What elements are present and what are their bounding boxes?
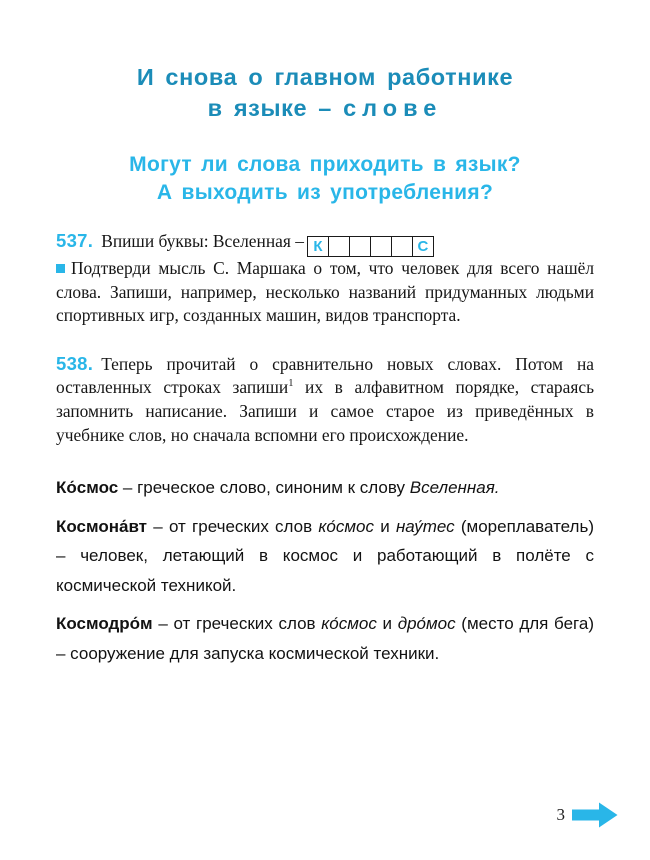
definitions-list: [56, 473, 594, 668]
square-bullet-icon: [56, 264, 65, 273]
letter-cell[interactable]: [329, 237, 350, 256]
definition-body-3: (мореплаватель) – человек, летающий в космос и работающий в полёте с космической техникой.: [56, 516, 594, 595]
page-number: 3: [556, 805, 565, 824]
definition-italic-1: ко́смос: [318, 516, 374, 536]
definition-italic-2: дро́мос: [397, 614, 456, 634]
letter-cell[interactable]: С: [417, 238, 429, 255]
definition-body-2: и: [373, 516, 396, 536]
definition-body-1: от греческих слов: [168, 516, 319, 536]
exercise-538-text-before-note: Теперь прочитай о сравнительно новых словах. Потом на оставленных строках запиши: [56, 353, 594, 398]
exercise-537-prompt: Впиши буквы: Вселенная –: [101, 231, 304, 251]
definition-body-1: греческое слово, синоним к слову: [137, 478, 410, 498]
page-title-line-2-spaced: слове: [343, 95, 443, 121]
exercise-537-prompt-line: [56, 229, 594, 257]
definition-dash: –: [152, 614, 174, 634]
definition-headword: Ко́смос: [56, 478, 119, 498]
exercise-537: [56, 229, 594, 328]
definition-italic-1: ко́смос: [321, 614, 377, 634]
footnote-marker: 1: [288, 378, 294, 390]
exercise-537-bullet-text: Подтверди мысль С. Маршака о том, что человек для всего нашёл слова. Запиши, например, несколько названий придуманных людьми спортивных игр, созданных машин, видов транспорта.: [56, 258, 594, 326]
definition-body-3: (место для бега) – сооружение для запуска космической техники.: [56, 614, 594, 663]
exercise-537-bullet-paragraph: [56, 257, 594, 328]
exercise-538-paragraph: [56, 352, 594, 447]
definition-dash: –: [147, 516, 169, 536]
page-title: [56, 0, 594, 124]
definition-body-2: и: [376, 614, 398, 634]
exercise-537-number: 537.: [56, 230, 94, 251]
page-subtitle-line-2: А выходить из употребления?: [156, 181, 494, 204]
definition-entry: [56, 473, 594, 503]
letter-cell[interactable]: [371, 237, 392, 256]
definition-entry: [56, 609, 594, 668]
arrow-right-icon[interactable]: [572, 802, 618, 828]
letter-cell[interactable]: К: [308, 237, 329, 256]
definition-headword: Космодро́м: [56, 614, 153, 634]
exercise-538-number: 538.: [56, 352, 94, 374]
exercise-538-text-after-note: их в алфавитном порядке, стараясь запомнить написание. Запиши и самое старое из приведённых в учебнике слов, но сначала вспомни его происхождение.: [56, 377, 594, 445]
page-title-line-1: И снова о главном работнике: [136, 64, 514, 90]
page-footer: [557, 802, 619, 828]
page-title-line-2-prefix: в языке –: [207, 95, 344, 121]
definition-body-1: от греческих слов: [173, 614, 322, 634]
letter-cell[interactable]: [392, 237, 413, 256]
definition-headword: Космона́вт: [56, 516, 148, 536]
page-subtitle-line-1: Могут ли слова приходить в язык?: [129, 153, 521, 176]
definition-dash: –: [118, 478, 138, 498]
letter-grid[interactable]: [307, 236, 434, 257]
exercise-538: [56, 352, 594, 447]
definition-entry: [56, 512, 594, 601]
page-subtitle: [56, 124, 594, 207]
letter-cell[interactable]: [350, 237, 371, 256]
definition-italic-1: Вселенная.: [409, 478, 500, 498]
definition-italic-2: нау́тес: [395, 516, 455, 536]
